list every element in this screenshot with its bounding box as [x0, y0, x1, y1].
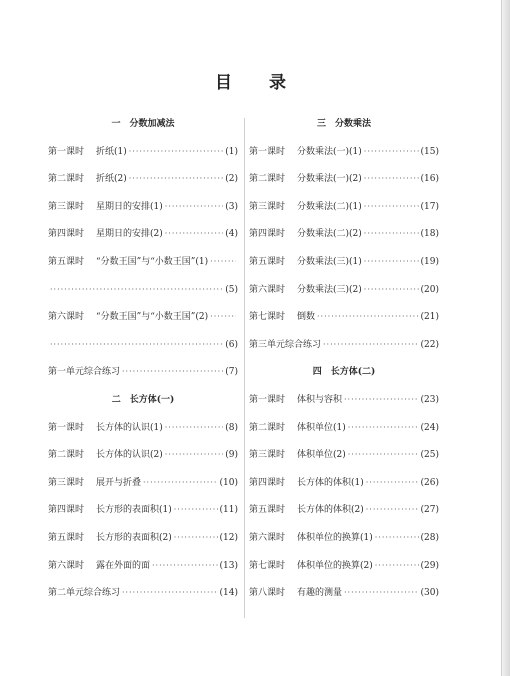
dot-leader — [323, 336, 419, 354]
dot-leader — [366, 501, 419, 519]
toc-entry — [48, 363, 238, 381]
entry-title: 分数乘法(三)(1) — [297, 257, 362, 267]
entry-title: 第二单元综合练习 — [48, 588, 121, 599]
entry-title: “分数王国”与“小数王国”(1) — [96, 257, 209, 267]
entry-title: 长方体的认识(1) — [96, 422, 163, 433]
lesson-label: 第四课时 — [48, 229, 85, 240]
dot-leader — [50, 281, 223, 299]
entry-title: 折纸(2) — [96, 174, 127, 185]
page-number: (28) — [420, 533, 439, 543]
page-number: (11) — [219, 505, 238, 516]
dot-leader — [129, 170, 224, 188]
dot-leader — [210, 253, 236, 271]
dot-leader — [143, 474, 218, 492]
dot-leader — [344, 584, 419, 602]
lesson-label: 第六课时 — [249, 284, 286, 295]
page-number: (1) — [225, 146, 238, 157]
dot-leader — [364, 281, 419, 299]
lesson-label: 第五课时 — [48, 533, 85, 543]
dot-leader — [375, 529, 419, 547]
lesson-label: 第一课时 — [249, 146, 286, 157]
page-number: (18) — [420, 229, 439, 240]
toc-entry — [249, 198, 439, 216]
page-number: (5) — [225, 284, 238, 295]
toc-entry — [249, 557, 439, 575]
lesson-label: 第三课时 — [48, 201, 85, 212]
page-edge — [501, 0, 510, 676]
dot-leader — [152, 557, 218, 575]
page-number: (2) — [225, 174, 238, 185]
dot-leader — [50, 336, 223, 354]
section-heading: 一 分数加减法 — [111, 119, 175, 129]
dot-leader — [165, 446, 224, 464]
section-heading: 四 长方体(二) — [312, 367, 376, 378]
dot-leader — [165, 198, 224, 216]
toc-entry — [48, 446, 238, 464]
lesson-label: 第二课时 — [48, 174, 85, 185]
entry-title: 长方体的体积(2) — [297, 505, 364, 516]
entry-title: 第一单元综合练习 — [48, 367, 121, 378]
entry-title: 展开与折叠 — [96, 477, 142, 488]
page-number: (10) — [219, 477, 238, 488]
toc-entry — [249, 336, 439, 354]
page-number: (24) — [420, 422, 439, 433]
entry-title: 第三单元综合练习 — [249, 339, 322, 350]
page-number: (19) — [420, 257, 439, 267]
dot-leader — [174, 501, 218, 519]
section-heading: 三 分数乘法 — [316, 119, 371, 129]
page-number: (3) — [225, 201, 238, 212]
entry-title: 倒数 — [297, 312, 316, 323]
page-number: (14) — [219, 588, 238, 599]
lesson-label: 第三课时 — [249, 201, 286, 212]
page-number: (25) — [420, 450, 439, 461]
section-heading: 二 长方体(一) — [111, 395, 175, 405]
dot-leader — [364, 225, 419, 243]
dot-leader — [364, 253, 419, 271]
toc-entry — [48, 143, 238, 161]
page-title: 目 录 — [215, 73, 287, 93]
lesson-label: 第四课时 — [249, 477, 286, 488]
page-number: (9) — [225, 450, 238, 461]
dot-leader — [122, 363, 223, 381]
entry-title: 星期日的安排(2) — [96, 229, 163, 240]
toc-entry — [48, 198, 238, 216]
lesson-label: 第二课时 — [48, 450, 85, 461]
lesson-label: 第七课时 — [249, 312, 286, 323]
toc-entry — [48, 557, 238, 575]
lesson-label: 第四课时 — [249, 229, 286, 240]
dot-leader — [129, 143, 224, 161]
toc-entry — [48, 501, 238, 519]
entry-title: 分数乘法(一)(2) — [297, 174, 362, 185]
toc-entry — [249, 419, 439, 437]
toc-entry — [249, 501, 439, 519]
toc-entry — [249, 584, 439, 602]
lesson-label: 第七课时 — [249, 560, 286, 571]
lesson-label: 第六课时 — [48, 312, 85, 323]
entry-title: 分数乘法(三)(2) — [297, 284, 362, 295]
entry-title: 折纸(1) — [96, 146, 127, 157]
entry-title: 体积单位的换算(1) — [297, 533, 373, 543]
toc-entry — [249, 253, 439, 271]
lesson-label: 第五课时 — [249, 257, 286, 267]
page-number: (29) — [420, 560, 439, 571]
page-number: (6) — [225, 339, 238, 350]
page-number: (15) — [420, 146, 439, 157]
lesson-label: 第三课时 — [249, 450, 286, 461]
lesson-label: 第六课时 — [249, 533, 286, 543]
entry-title: 长方体的认识(2) — [96, 450, 163, 461]
entry-title: 体积单位的换算(2) — [297, 560, 373, 571]
entry-title: “分数王国”与“小数王国”(2) — [96, 312, 209, 323]
toc-entry — [48, 308, 238, 326]
toc-entry — [249, 225, 439, 243]
page-number: (16) — [420, 174, 439, 185]
dot-leader — [375, 557, 419, 575]
entry-title: 体积单位(1) — [297, 422, 346, 433]
entry-title: 有趣的测量 — [297, 588, 343, 599]
toc-entry — [48, 419, 238, 437]
toc-entry — [249, 391, 439, 409]
toc-entry — [48, 529, 238, 547]
column-divider — [244, 118, 245, 618]
lesson-label: 第五课时 — [48, 257, 85, 267]
page-number: (21) — [420, 312, 439, 323]
toc-entry — [249, 170, 439, 188]
toc-entry — [48, 225, 238, 243]
dot-leader — [165, 225, 224, 243]
lesson-label: 第八课时 — [249, 588, 286, 599]
lesson-label: 第四课时 — [48, 505, 85, 516]
toc-entry — [48, 584, 238, 602]
toc-entry — [249, 446, 439, 464]
page-number: (13) — [219, 560, 238, 571]
toc-entry — [249, 474, 439, 492]
page-number: (30) — [420, 588, 439, 599]
dot-leader — [165, 419, 224, 437]
toc-entry — [249, 143, 439, 161]
page-number: (8) — [225, 422, 238, 433]
dot-leader — [364, 170, 419, 188]
lesson-label: 第五课时 — [249, 505, 286, 516]
entry-title: 体积与容积 — [297, 395, 343, 405]
toc-entry — [249, 281, 439, 299]
dot-leader — [210, 308, 236, 326]
page-number: (26) — [420, 477, 439, 488]
dot-leader — [364, 198, 419, 216]
toc-entry-continuation — [48, 336, 238, 354]
dot-leader — [348, 419, 419, 437]
lesson-label: 第一课时 — [249, 395, 286, 405]
dot-leader — [122, 584, 218, 602]
dot-leader — [344, 391, 419, 409]
entry-title: 分数乘法(二)(2) — [297, 229, 362, 240]
toc-entry — [249, 308, 439, 326]
entry-title: 长方体的体积(1) — [297, 477, 364, 488]
entry-title: 体积单位(2) — [297, 450, 346, 461]
dot-leader — [317, 308, 419, 326]
lesson-label: 第二课时 — [249, 174, 286, 185]
dot-leader — [364, 143, 419, 161]
lesson-label: 第三课时 — [48, 477, 85, 488]
entry-title: 星期日的安排(1) — [96, 201, 163, 212]
lesson-label: 第一课时 — [48, 422, 85, 433]
page-number: (12) — [219, 533, 238, 543]
page-number: (17) — [420, 201, 439, 212]
entry-title: 分数乘法(二)(1) — [297, 201, 362, 212]
toc-entry — [48, 253, 238, 271]
dot-leader — [174, 529, 218, 547]
page-number: (23) — [420, 395, 439, 405]
lesson-label: 第六课时 — [48, 560, 85, 571]
page-number: (7) — [225, 367, 238, 378]
page-number: (22) — [420, 339, 439, 350]
page-number: (20) — [420, 284, 439, 295]
dot-leader — [348, 446, 419, 464]
toc-entry — [249, 529, 439, 547]
dot-leader — [366, 474, 419, 492]
entry-title: 长方形的表面积(1) — [96, 505, 172, 516]
lesson-label: 第二课时 — [249, 422, 286, 433]
toc-entry — [48, 170, 238, 188]
page-number: (27) — [420, 505, 439, 516]
lesson-label: 第一课时 — [48, 146, 85, 157]
entry-title: 长方形的表面积(2) — [96, 533, 172, 543]
page-number: (4) — [225, 229, 238, 240]
entry-title: 分数乘法(一)(1) — [297, 146, 362, 157]
toc-entry-continuation — [48, 281, 238, 299]
toc-entry — [48, 474, 238, 492]
entry-title: 露在外面的面 — [96, 560, 151, 571]
